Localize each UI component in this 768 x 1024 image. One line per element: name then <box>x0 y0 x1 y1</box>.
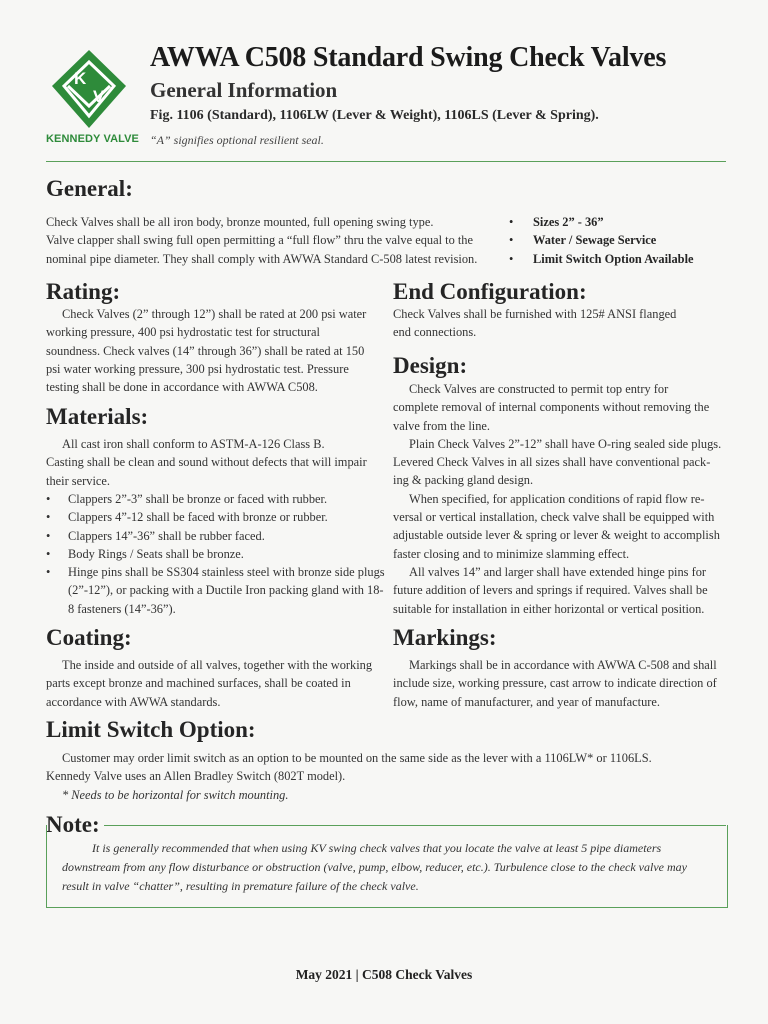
design-paragraph <box>393 380 733 618</box>
list-item: • Clappers 14”-36” shall be rubber faced. <box>46 528 265 543</box>
rating-line: soundness. Check valves (14” through 36”) shall be rated at 150 <box>46 343 365 358</box>
materials-bullet: Body Rings / Seats shall be bronze. <box>68 546 244 561</box>
page-footer: May 2021 | C508 Check Valves <box>295 967 473 982</box>
logo-wordmark: KENNEDY VALVE <box>46 133 139 145</box>
limit-switch-footnote: * Needs to be horizontal for switch mounting. <box>62 787 289 802</box>
materials-bullet: Clappers 14”-36” shall be rubber faced. <box>68 528 265 543</box>
kennedy-valve-logo <box>50 48 128 130</box>
general-line: nominal pipe diameter. They shall comply with AWWA Standard C-508 latest revision. <box>46 251 478 266</box>
coating-line: The inside and outside of all valves, together with the working <box>62 658 373 672</box>
end-configuration-heading: End Configuration: <box>393 279 587 304</box>
general-line: Check Valves shall be all iron body, bronze mounted, full opening swing type. <box>46 215 434 229</box>
design-line: When specified, for application conditions of rapid flow re- <box>409 491 705 506</box>
coating-line: parts except bronze and machined surfaces, shall be coated in <box>46 676 351 691</box>
rating-line: psi water working pressure, 300 psi hydrostatic test. Pressure <box>46 361 349 376</box>
design-line: future addition of levers and springs if required. Valves shall be <box>393 583 708 598</box>
list-item: • Body Rings / Seats shall be bronze. <box>46 546 244 561</box>
note-text: It is generally recommended that when using KV swing check valves that you locate the valve at least 5 pipe diameters downstream from any flow disturbance or obstruction (valve, pump, elbow, reducer, etc.). Turbulence close to the check valve may result in valve “chatter”, resulting in premature failure of the check valve. <box>62 841 687 893</box>
document-title: AWWA C508 Standard Swing Check Valves <box>150 42 667 73</box>
materials-bullet: Hinge pins shall be SS304 stainless steel with bronze side plugs (2”-12”), or packing with a Ductile Iron packing gland with 18-8 fasteners (14”-36”). <box>68 565 385 616</box>
limit-switch-line: Kennedy Valve uses an Allen Bradley Switch (802T model). <box>46 769 346 784</box>
materials-line: Casting shall be clean and sound without defects that will impair <box>46 455 367 470</box>
markings-line: include size, working pressure, cast arrow to indicate direction of <box>393 676 717 691</box>
rating-line: working pressure, 400 psi hydrostatic test for structural <box>46 325 320 340</box>
feature-service: Water / Sewage Service <box>533 233 657 248</box>
design-line: Plain Check Valves 2”-12” shall have O-ring sealed side plugs. <box>409 436 722 451</box>
list-item: • Sizes 2” - 36” <box>509 215 604 229</box>
markings-paragraph <box>393 656 733 711</box>
limit-switch-line: Customer may order limit switch as an option to be mounted on the same side as the lever with a 1106LW* or 1106LS. <box>62 751 652 765</box>
materials-bullet: Clappers 2”-3” shall be bronze or faced with rubber. <box>68 492 328 506</box>
logo-letter-v: V <box>93 87 105 106</box>
coating-paragraph <box>46 656 386 711</box>
markings-line: Markings shall be in accordance with AWWA C-508 and shall <box>409 658 717 672</box>
general-paragraph <box>46 213 506 268</box>
rating-heading: Rating: <box>46 279 121 304</box>
list-item: • Limit Switch Option Available <box>509 251 694 266</box>
design-heading: Design: <box>393 353 468 378</box>
general-heading: General: <box>46 176 133 201</box>
design-line: faster closing and to minimize slamming effect. <box>393 546 630 561</box>
end-configuration-paragraph <box>393 305 733 342</box>
markings-line: flow, name of manufacturer, and year of manufacture. <box>393 694 661 709</box>
end-config-line: Check Valves shall be furnished with 125# ANSI flanged <box>393 307 677 321</box>
rating-line: Check Valves (2” through 12”) shall be rated at 200 psi water <box>62 307 367 321</box>
limit-switch-heading: Limit Switch Option: <box>46 717 256 742</box>
coating-line: accordance with AWWA standards. <box>46 694 221 709</box>
limit-switch-paragraph <box>46 749 726 804</box>
general-line: Valve clapper shall swing full open permitting a “full flow” thru the valve equal to the <box>46 233 474 248</box>
materials-line: their service. <box>46 473 110 488</box>
document-subtitle: General Information <box>150 78 338 102</box>
logo-letter-k: K <box>74 69 87 88</box>
optional-seal-note: “A” signifies optional resilient seal. <box>150 133 324 147</box>
list-item: • Clappers 4”-12 shall be faced with bronze or rubber. <box>46 510 328 525</box>
design-line: versal or vertical installation, check valve shall be equipped with <box>393 510 715 525</box>
materials-bullet: Clappers 4”-12 shall be faced with bronze or rubber. <box>68 510 328 525</box>
materials-paragraph <box>46 435 386 490</box>
design-line: valve from the line. <box>393 418 491 433</box>
design-line: suitable for installation in either horizontal or vertical position. <box>393 601 705 616</box>
feature-sizes: Sizes 2” - 36” <box>533 215 604 229</box>
design-line: Check Valves are constructed to permit top entry for <box>409 382 669 396</box>
rating-line: testing shall be done in accordance with AWWA C508. <box>46 380 318 395</box>
materials-heading: Materials: <box>46 404 149 429</box>
markings-heading: Markings: <box>393 625 497 650</box>
feature-limit-switch: Limit Switch Option Available <box>533 251 694 266</box>
design-line: All valves 14” and larger shall have extended hinge pins for <box>409 564 707 579</box>
design-line: complete removal of internal components without removing the <box>393 400 710 415</box>
note-heading: Note: <box>46 812 100 837</box>
rating-paragraph <box>46 305 386 396</box>
kv-shield-icon <box>50 48 128 130</box>
list-item: • Hinge pins shall be SS304 stainless steel with bronze side plugs (2”-12”), or packing with a Ductile Iron packing gland with 18-8 fasteners (14”-36”). <box>46 565 385 616</box>
header-divider <box>46 161 726 162</box>
design-line: ing & packing gland design. <box>393 473 534 488</box>
list-item: • Water / Sewage Service <box>509 233 657 248</box>
end-config-line: end connections. <box>393 325 477 340</box>
design-line: Levered Check Valves in all sizes shall have conventional pack- <box>393 455 711 470</box>
list-item: • Clappers 2”-3” shall be bronze or faced with rubber. <box>46 492 328 506</box>
coating-heading: Coating: <box>46 625 132 650</box>
materials-list <box>46 490 386 618</box>
materials-line: All cast iron shall conform to ASTM-A-126 Class B. <box>62 437 325 451</box>
general-feature-list <box>509 213 694 268</box>
design-line: adjustable outside lever & spring or lever & weight to accomplish <box>393 528 720 543</box>
figure-line: Fig. 1106 (Standard), 1106LW (Lever & Weight), 1106LS (Lever & Spring). <box>150 108 599 123</box>
